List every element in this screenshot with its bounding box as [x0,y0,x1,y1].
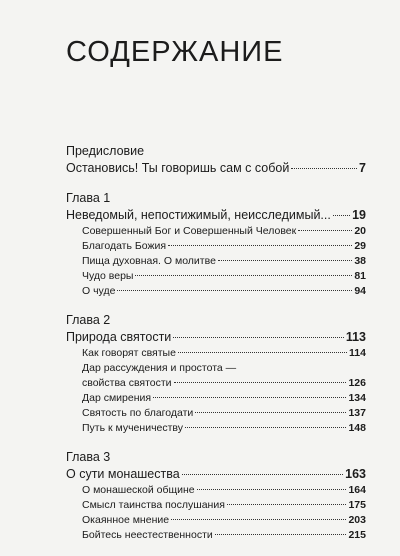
toc-entry: Остановись! Ты говоришь сам с собой 7 [66,161,366,175]
section-heading: Предисловие [66,144,145,158]
toc-subentry: Пища духовная. О молитве 38 [82,255,366,267]
toc-subentry: Как говорят святые 114 [82,347,366,359]
dot-leader [298,230,352,231]
toc-subentry: Бойтесь неестественности 215 [82,529,366,541]
toc-subentry: Благодать Божия 29 [82,240,366,252]
chapter-heading: Глава 3 [66,450,111,464]
toc-subentry: Дар смирения 134 [82,392,366,404]
toc-subentry: О монашеской общине 164 [82,484,366,496]
dot-leader [195,412,346,413]
chapter-heading: Глава 1 [66,191,111,205]
dot-leader [168,245,352,246]
toc-subentry: Окаянное мнение 203 [82,514,366,526]
dot-leader [178,352,347,353]
dot-leader [174,382,347,383]
dot-leader [153,397,346,398]
toc-subentry: Путь к мученичеству 148 [82,422,366,434]
dot-leader [117,290,352,291]
toc-subentry: О чуде 94 [82,285,366,297]
toc-subentry: Святость по благодати 137 [82,407,366,419]
dot-leader [227,504,347,505]
toc-subentry: Совершенный Бог и Совершенный Человек 20 [82,225,366,237]
chapter-heading: Глава 2 [66,313,111,327]
dot-leader [291,168,357,169]
dot-leader [171,519,346,520]
dot-leader [173,337,344,338]
toc-subentry-line: Дар рассуждения и простота — [82,362,237,374]
toc-entry: Неведомый, непостижимый, неисследимый... 19 [66,208,366,222]
dot-leader [135,275,352,276]
dot-leader [333,215,350,216]
dot-leader [182,474,343,475]
chapter1-section [66,190,366,299]
chapter2-section [66,312,366,436]
page-title: СОДЕРЖАНИЕ [66,36,284,68]
dot-leader [218,260,352,261]
toc-entry: Природа святости 113 [66,330,366,344]
toc-entry: О сути монашества 163 [66,467,366,481]
chapter3-section [66,449,366,543]
preface-section [66,143,366,177]
dot-leader [185,427,346,428]
toc-subentry: Чудо веры 81 [82,270,366,282]
toc-subentry: свойства святости 126 [82,377,366,389]
table-of-contents [66,143,366,556]
dot-leader [197,489,347,490]
dot-leader [215,534,347,535]
toc-subentry: Смысл таинства послушания 175 [82,499,366,511]
